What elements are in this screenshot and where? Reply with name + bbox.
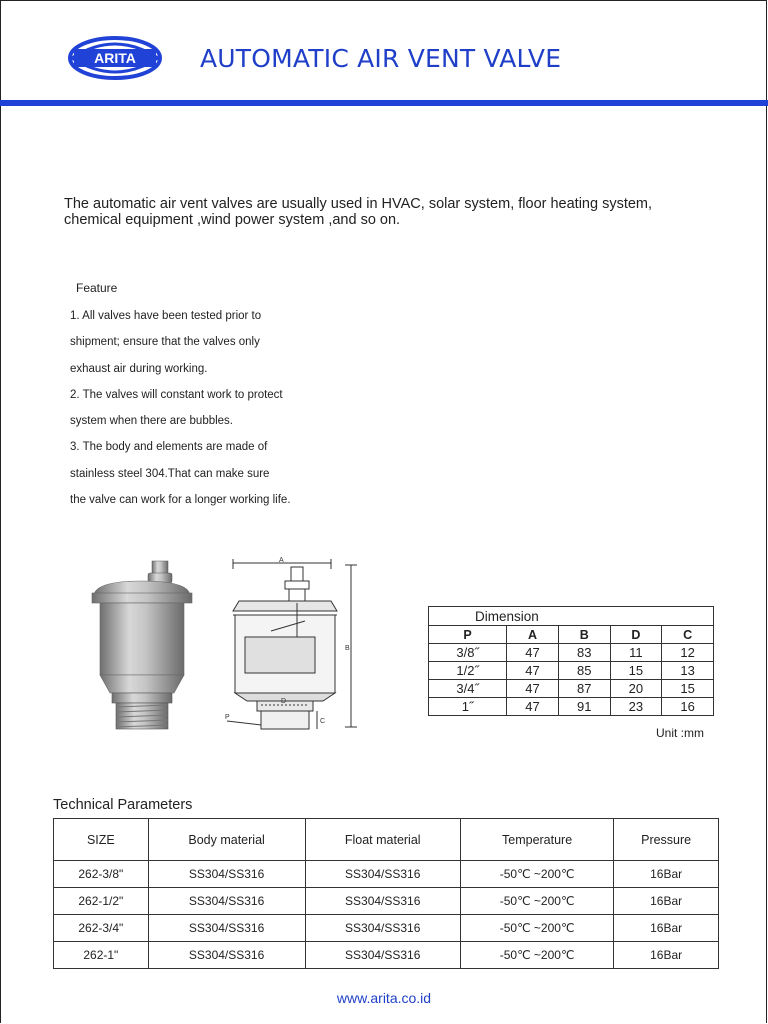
- tech-header: Temperature: [460, 819, 613, 861]
- drawing-label-c: C: [320, 718, 326, 725]
- table-row: [429, 644, 714, 662]
- feature-line: 1. All valves have been tested prior to: [70, 310, 262, 322]
- feature-heading: Feature: [76, 281, 118, 295]
- tech-cell: 262-3/4": [54, 915, 149, 942]
- dimension-cell: 11: [610, 644, 662, 662]
- drawing-label-a: A: [279, 557, 284, 564]
- dimension-cell: 23: [610, 698, 662, 716]
- tech-cell: 16Bar: [614, 861, 719, 888]
- tech-header: Float material: [305, 819, 460, 861]
- tech-cell: -50℃ ~200℃: [460, 888, 613, 915]
- intro-line: The automatic air vent valves are usually used in HVAC, solar system, floor heating system,: [64, 196, 653, 212]
- tech-cell: 262-1/2": [54, 888, 149, 915]
- valve-dimension-drawing: [223, 555, 361, 737]
- tech-cell: -50℃ ~200℃: [460, 861, 613, 888]
- tech-cell: SS304/SS316: [148, 942, 305, 969]
- dimension-cell: 85: [558, 662, 610, 680]
- table-row: [54, 915, 719, 942]
- unit-label: Unit :mm: [656, 726, 704, 740]
- drawing-label-d: D: [281, 698, 287, 705]
- logo-text: ARITA: [94, 50, 136, 66]
- dimension-cell: 47: [507, 644, 559, 662]
- table-row: [429, 680, 714, 698]
- dimension-cell: 16: [662, 698, 714, 716]
- dimension-cell: 3/8˝: [429, 644, 507, 662]
- tech-cell: SS304/SS316: [148, 861, 305, 888]
- dimension-cell: 3/4˝: [429, 680, 507, 698]
- tech-cell: SS304/SS316: [148, 888, 305, 915]
- table-row: [54, 888, 719, 915]
- feature-line: system when there are bubbles.: [70, 415, 234, 428]
- tech-cell: SS304/SS316: [305, 888, 460, 915]
- tech-cell: SS304/SS316: [305, 861, 460, 888]
- dimension-table: [428, 606, 714, 716]
- tech-cell: SS304/SS316: [305, 915, 460, 942]
- tech-header: Body material: [148, 819, 305, 861]
- dimension-header: D: [610, 626, 662, 644]
- dimension-cell: 83: [558, 644, 610, 662]
- valve-product-image: [82, 555, 206, 735]
- website-link[interactable]: www.arita.co.id: [336, 990, 432, 1006]
- page-title: AUTOMATIC AIR VENT VALVE: [200, 44, 562, 73]
- dimension-cell: 87: [558, 680, 610, 698]
- tech-header: SIZE: [54, 819, 149, 861]
- dimension-header: C: [662, 626, 714, 644]
- intro-line: chemical equipment ,wind power system ,and so on.: [64, 212, 401, 228]
- arita-logo: [68, 36, 162, 80]
- dimension-cell: 47: [507, 662, 559, 680]
- drawing-label-b: B: [345, 645, 350, 652]
- feature-line: the valve can work for a longer working life.: [70, 494, 291, 507]
- dimension-cell: 47: [507, 698, 559, 716]
- dimension-cell: 1/2˝: [429, 662, 507, 680]
- tech-cell: 16Bar: [614, 942, 719, 969]
- table-row: [429, 662, 714, 680]
- tech-cell: SS304/SS316: [305, 942, 460, 969]
- tech-header: Pressure: [614, 819, 719, 861]
- dimension-cell: 91: [558, 698, 610, 716]
- header-rule: [0, 100, 768, 106]
- dimension-cell: 13: [662, 662, 714, 680]
- tech-cell: -50℃ ~200℃: [460, 942, 613, 969]
- dimension-cell: 47: [507, 680, 559, 698]
- dimension-caption: Dimension: [429, 607, 714, 626]
- dimension-cell: 20: [610, 680, 662, 698]
- feature-line: shipment; ensure that the valves only: [70, 336, 260, 349]
- tech-cell: 16Bar: [614, 888, 719, 915]
- feature-list: [70, 308, 291, 518]
- intro-text: [64, 196, 744, 228]
- tech-cell: -50℃ ~200℃: [460, 915, 613, 942]
- feature-line: 3. The body and elements are made of: [70, 441, 268, 454]
- drawing-label-p: P: [225, 714, 230, 721]
- table-row: [54, 942, 719, 969]
- technical-parameters-table: [53, 818, 719, 969]
- table-row: [54, 861, 719, 888]
- feature-line: stainless steel 304.That can make sure: [70, 467, 270, 480]
- technical-parameters-title: Technical Parameters: [53, 797, 193, 813]
- dimension-cell: 15: [610, 662, 662, 680]
- feature-line: 2. The valves will constant work to protect: [70, 388, 283, 401]
- dimension-header: A: [507, 626, 559, 644]
- tech-cell: 262-1": [54, 942, 149, 969]
- tech-cell: SS304/SS316: [148, 915, 305, 942]
- table-row: [429, 698, 714, 716]
- feature-line: exhaust air during working.: [70, 362, 208, 375]
- dimension-cell: 15: [662, 680, 714, 698]
- dimension-header: P: [429, 626, 507, 644]
- tech-cell: 16Bar: [614, 915, 719, 942]
- dimension-cell: 1˝: [429, 698, 507, 716]
- dimension-header: B: [558, 626, 610, 644]
- dimension-cell: 12: [662, 644, 714, 662]
- tech-cell: 262-3/8": [54, 861, 149, 888]
